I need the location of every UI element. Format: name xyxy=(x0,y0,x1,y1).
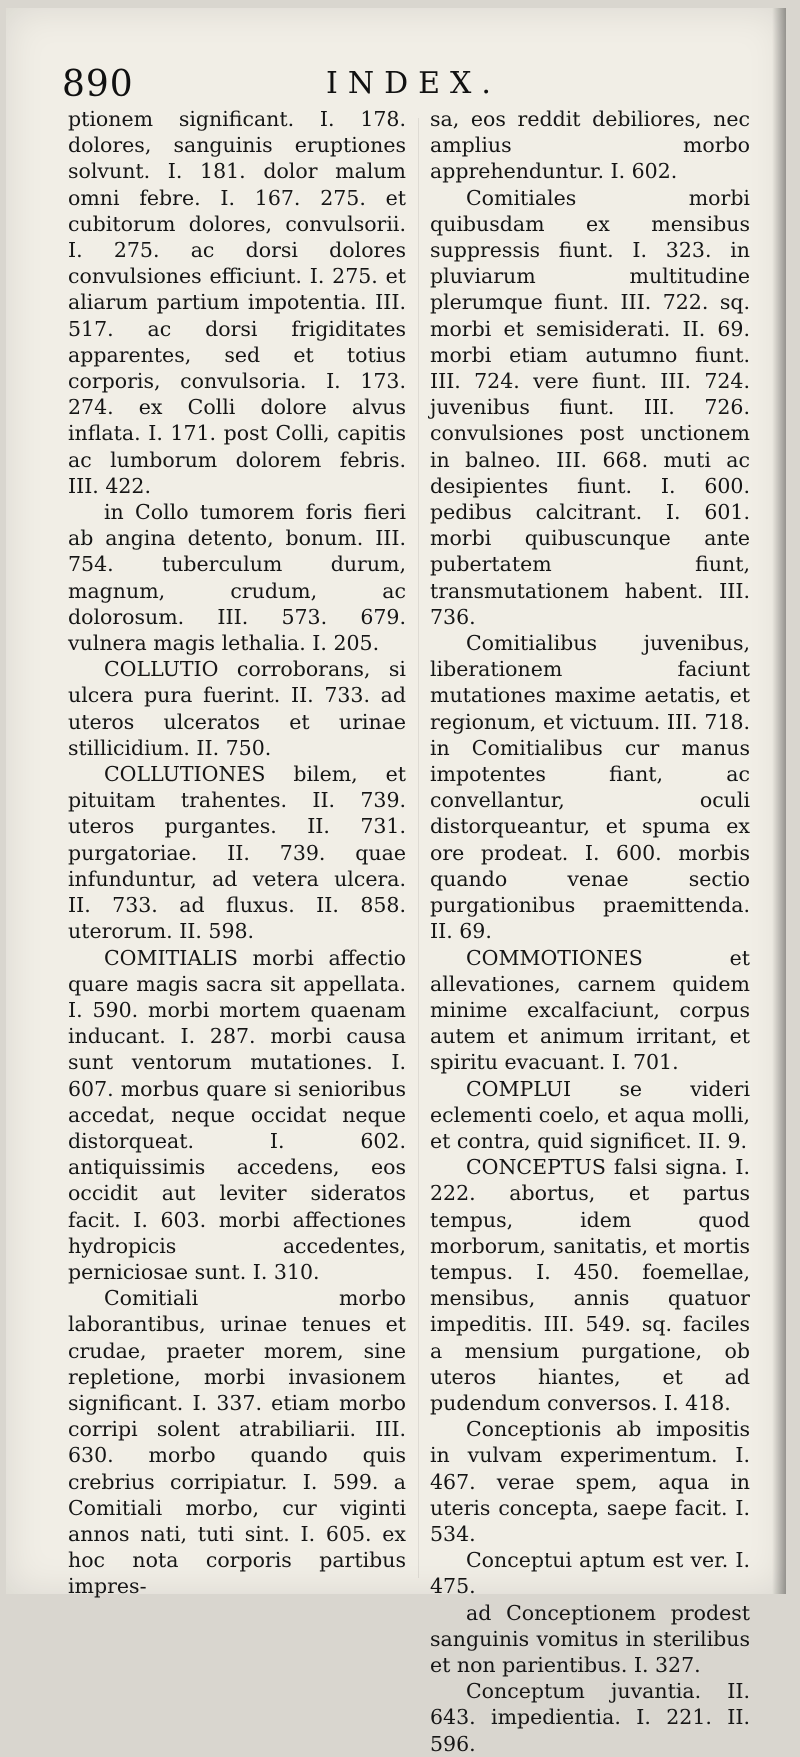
index-entry: COLLUTIONES bilem, et pituitam trahentes. II. 739. uteros purgantes. II. 731. purgatoriae. II. 739. quae infunduntur, ad vetera ulcera. II. 733. ad fluxus. II. 858. uterorum. II. 598. xyxy=(68,762,406,944)
index-entry: sa, eos reddit debiliores, nec amplius morbo apprehenduntur. I. 602. xyxy=(430,107,750,184)
index-entry: Conceptui aptum est ver. I. 475. xyxy=(430,1548,750,1599)
book-page xyxy=(6,8,786,1756)
index-entry: Comitiali morbo laborantibus, urinae tenues et crudae, praeter morem, sine repletione, morbi invasionem significant. I. 337. etiam morbo corripi solent atrabiliarii. III. 630. morbo quando quis crebrius corripiatur. I. 599. a Comitiali morbo, cur viginti annos nati, tuti sint. I. 605. ex hoc nota corporis partibus impres- xyxy=(68,1286,406,1599)
index-entry: ptionem significant. I. 178. dolores, sanguinis eruptiones solvunt. I. 181. dolor malum omni febre. I. 167. 275. et cubitorum dolores, convulsorii. I. 275. ac dorsi dolores convulsiones efficiunt. I. 275. et aliarum partium impotentia. III. 517. ac dorsi frigiditates apparentes, sed et totius corporis, convulsoria. I. 173. 274. ex Colli dolore alvus inflata. I. 171. post Colli, capitis ac lumborum dolorem febris. III. 422. xyxy=(68,107,406,498)
right-column xyxy=(430,106,750,1757)
index-entry: ad Conceptionem prodest sanguinis vomitus in sterilibus et non parientibus. I. 327. xyxy=(430,1600,750,1677)
index-entry: in Collo tumorem foris fieri ab angina detento, bonum. III. 754. tuberculum durum, magnum, crudum, ac dolorosum. III. 573. 679. vulnera magis lethalia. I. 205. xyxy=(68,500,406,656)
index-entry: COMMOTIONES et allevationes, carnem quidem minime excalfaciunt, corpus autem et animum irritant, et spiritu evacuant. I. 701. xyxy=(430,945,750,1075)
index-entry: Conceptum juvantia. II. 643. impedientia. I. 221. II. 596. xyxy=(430,1679,750,1756)
index-entry: Comitiales morbi quibusdam ex mensibus suppressis fiunt. I. 323. in pluviarum multitudine plerumque fiunt. III. 722. sq. morbi et semisiderati. II. 69. morbi etiam autumno fiunt. III. 724. vere fiunt. III. 724. juvenibus fiunt. III. 726. convulsiones post unctionem in balneo. III. 668. muti ac desipientes fiunt. I. 600. pedibus calcitrant. I. 601. morbi quibuscunque ante pubertatem fiunt, transmutationem habent. III. 736. xyxy=(430,185,750,629)
column-gutter xyxy=(418,118,419,1578)
running-head: INDEX. xyxy=(326,66,501,101)
page-binding-shadow xyxy=(772,8,786,1594)
index-entry: Conceptionis ab impositis in vulvam experimentum. I. 467. verae spem, aqua in uteris concepta, saepe facit. I. 534. xyxy=(430,1417,750,1546)
left-column xyxy=(68,106,406,1600)
index-entry: COMITIALIS morbi affectio quare magis sacra sit appellata. I. 590. morbi mortem quaenam inducant. I. 287. morbi causa sunt ventorum mutationes. I. 607. morbus quare si senioribus accedat, neque occidat neque distorqueat. I. 602. antiquissimis accedens, eos occidit aut leviter sideratos facit. I. 603. morbi affectiones hydropicis accedentes, perniciosae sunt. I. 310. xyxy=(68,945,406,1284)
index-entry: CONCEPTUS falsi signa. I. 222. abortus, et partus tempus, idem quod morborum, sanitatis, et mortis tempus. I. 450. foemellae, mensibus, annis quatuor impeditis. III. 549. sq. faciles a mensium purgatione, ob uteros hiantes, et ad pudendum conversos. I. 418. xyxy=(430,1155,750,1415)
page-number: 890 xyxy=(62,64,134,105)
index-entry: COMPLUI se videri eclementi coelo, et aqua molli, et contra, quid significet. II. 9. xyxy=(430,1076,750,1153)
index-entry: COLLUTIO corroborans, si ulcera pura fuerint. II. 733. ad uteros ulceratos et urinae stillicidium. II. 750. xyxy=(68,657,406,760)
index-entry: Comitialibus juvenibus, liberationem faciunt mutationes maxime aetatis, et regionum, et victuum. III. 718. in Comitialibus cur manus impotentes fiant, ac convellantur, oculi distorqueantur, et spuma ex ore prodeat. I. 600. morbis quando venae sectio purgationibus praemittenda. II. 69. xyxy=(430,631,750,944)
